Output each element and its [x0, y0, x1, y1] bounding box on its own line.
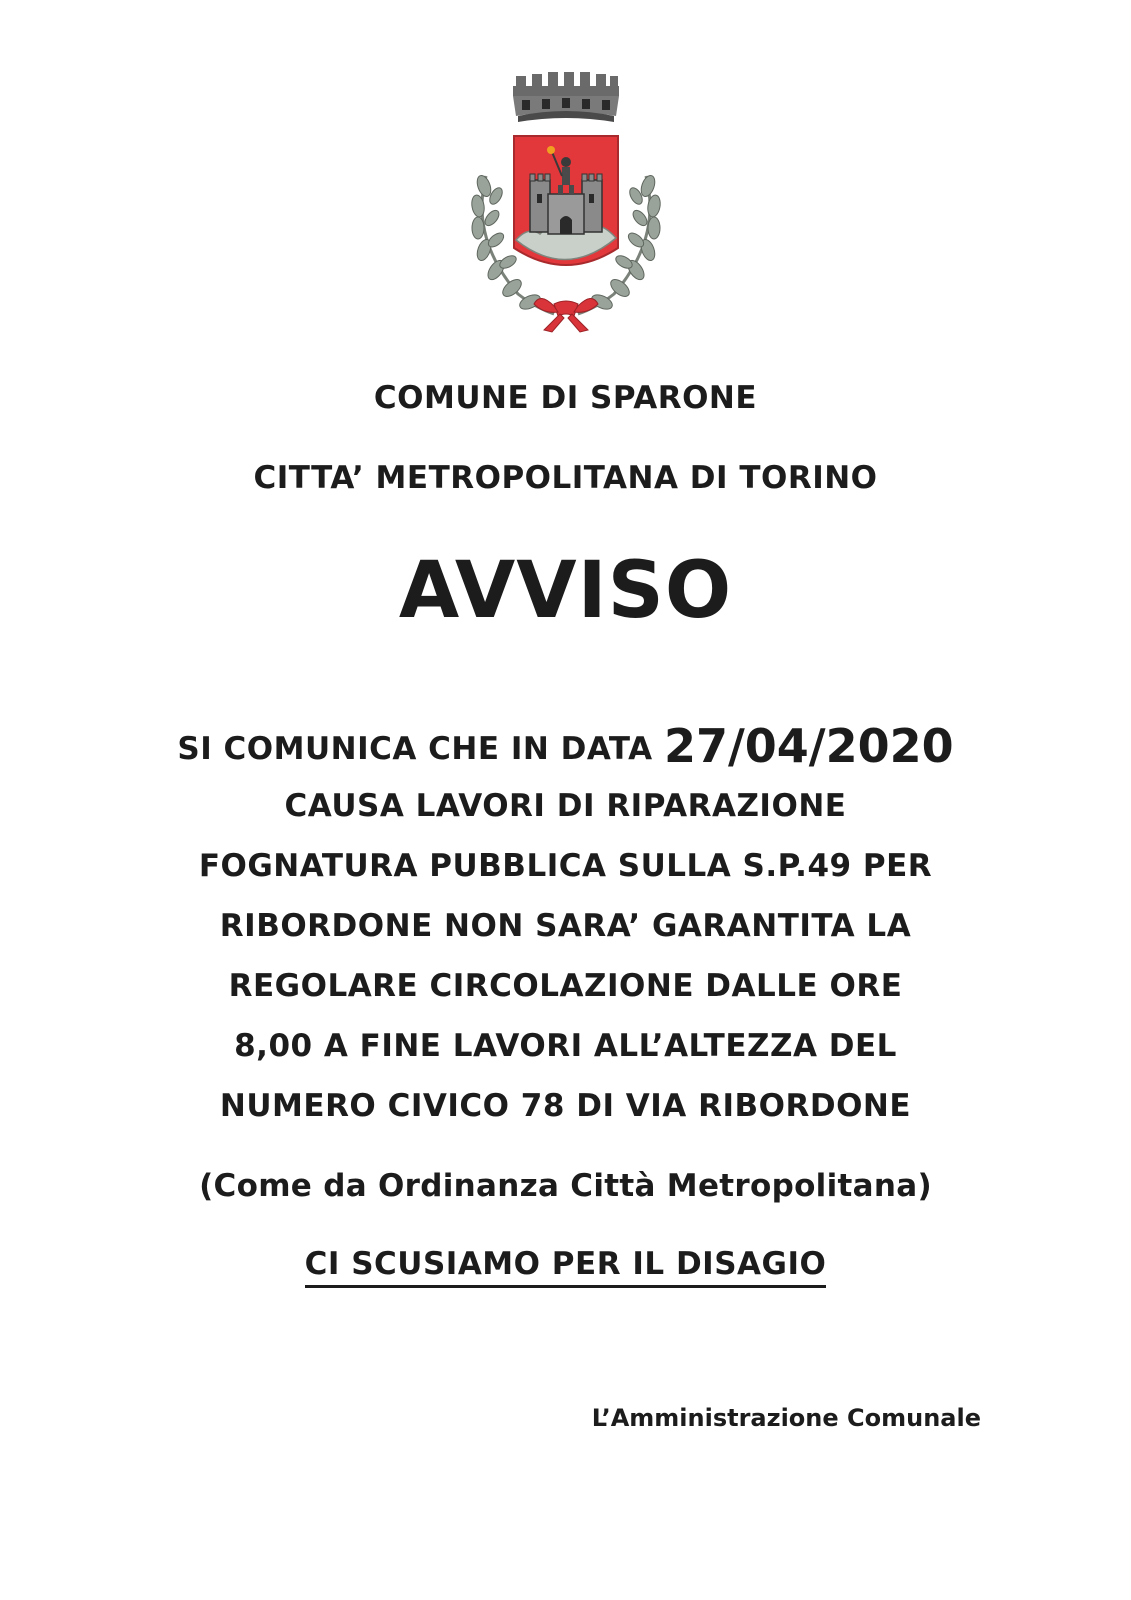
notice-title: AVVISO: [398, 546, 733, 636]
ordinance-reference: (Come da Ordinanza Città Metropolitana): [199, 1168, 932, 1204]
notice-line: FOGNATURA PUBBLICA SULLA S.P.49 PER: [198, 848, 933, 884]
notice-intro-line: [0, 716, 1131, 773]
apology-line: [0, 1246, 1131, 1288]
notice-date: 27/04/2020: [663, 719, 954, 773]
apology-text: CI SCUSIAMO PER IL DISAGIO: [305, 1247, 827, 1288]
notice-line: 8,00 A FINE LAVORI ALL’ALTEZZA DEL: [234, 1028, 897, 1064]
notice-line: RIBORDONE NON SARA’ GARANTITA LA: [219, 908, 912, 944]
shield-icon: [514, 136, 618, 265]
notice-intro: SI COMUNICA CHE IN DATA: [177, 731, 653, 767]
notice-line: REGOLARE CIRCOLAZIONE DALLE ORE: [228, 968, 903, 1004]
ribbon-icon: [534, 298, 598, 332]
municipality-heading: COMUNE DI SPARONE: [373, 380, 758, 416]
notice-line: NUMERO CIVICO 78 DI VIA RIBORDONE: [219, 1088, 912, 1124]
notice-line: CAUSA LAVORI DI RIPARAZIONE: [284, 788, 847, 824]
coat-of-arms-icon: [458, 68, 674, 334]
metro-city-heading: CITTA’ METROPOLITANA DI TORINO: [253, 460, 878, 496]
signature: L’Amministrazione Comunale: [591, 1404, 981, 1432]
crown-icon: [513, 72, 619, 122]
